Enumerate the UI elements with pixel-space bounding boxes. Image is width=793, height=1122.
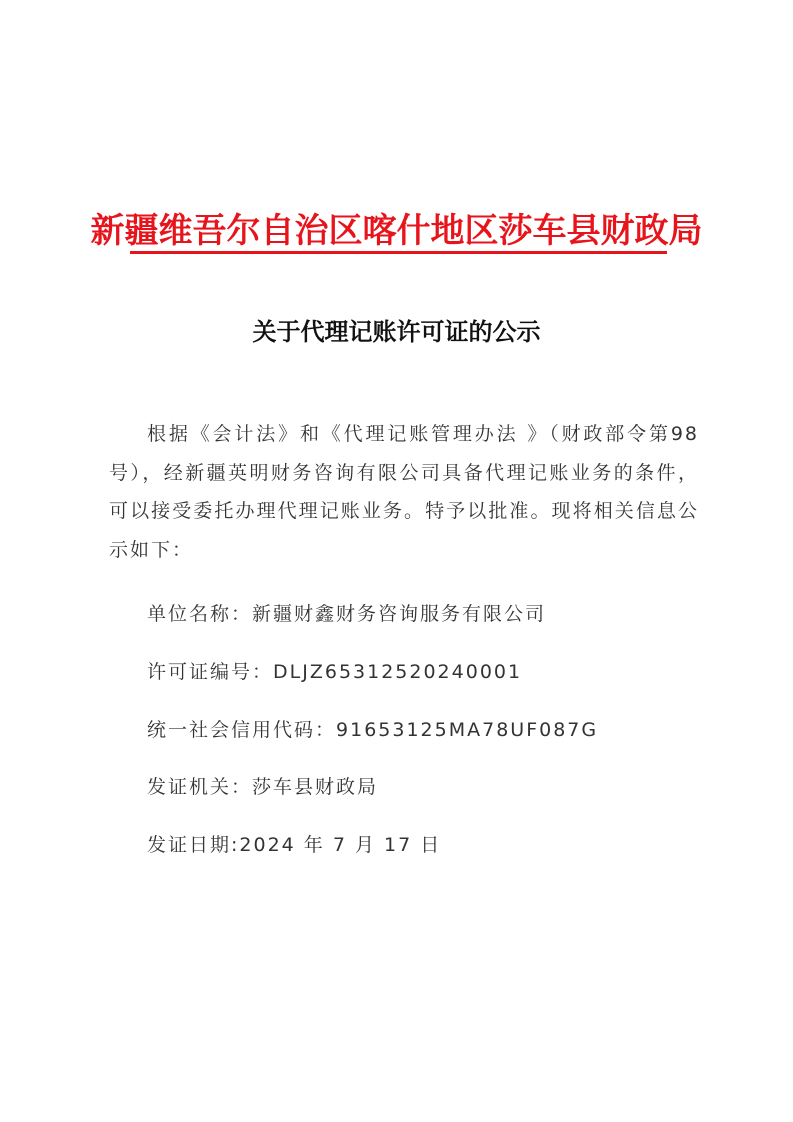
credit-code-label: 统一社会信用代码： (147, 719, 337, 741)
issuing-authority-value: 莎车县财政局 (252, 776, 379, 798)
license-number-line (147, 658, 522, 686)
unit-name-value: 新疆财鑫财务咨询服务有限公司 (252, 603, 547, 625)
unit-name-line (147, 600, 546, 628)
notice-title: 关于代理记账许可证的公示 (252, 318, 541, 346)
issuing-authority-line (147, 773, 378, 801)
issuing-authority-label: 发证机关： (147, 776, 253, 798)
issuer-header-title: 新疆维吾尔自治区喀什地区莎车县财政局 (90, 211, 703, 251)
issue-date-line (147, 831, 441, 859)
issue-date-value: 2024 年 7 月 17 日 (239, 834, 442, 856)
unit-name-label: 单位名称： (147, 603, 253, 625)
issue-date-label: 发证日期: (147, 834, 240, 856)
license-number-value: DLJZ65312520240001 (273, 661, 523, 683)
license-number-label: 许可证编号： (147, 661, 274, 683)
credit-code-value: 91653125MA78UF087G (336, 719, 599, 741)
header-red-rule (130, 251, 667, 254)
credit-code-line (147, 716, 598, 744)
notice-body-paragraph: 根据《会计法》和《代理记账管理办法 》（财政部令第98号），经新疆英明财务咨询有限公司具备代理记账业务的条件，可以接受委托办理代理记账业务。特予以批准。现将相关信息公示如下： (109, 423, 699, 561)
